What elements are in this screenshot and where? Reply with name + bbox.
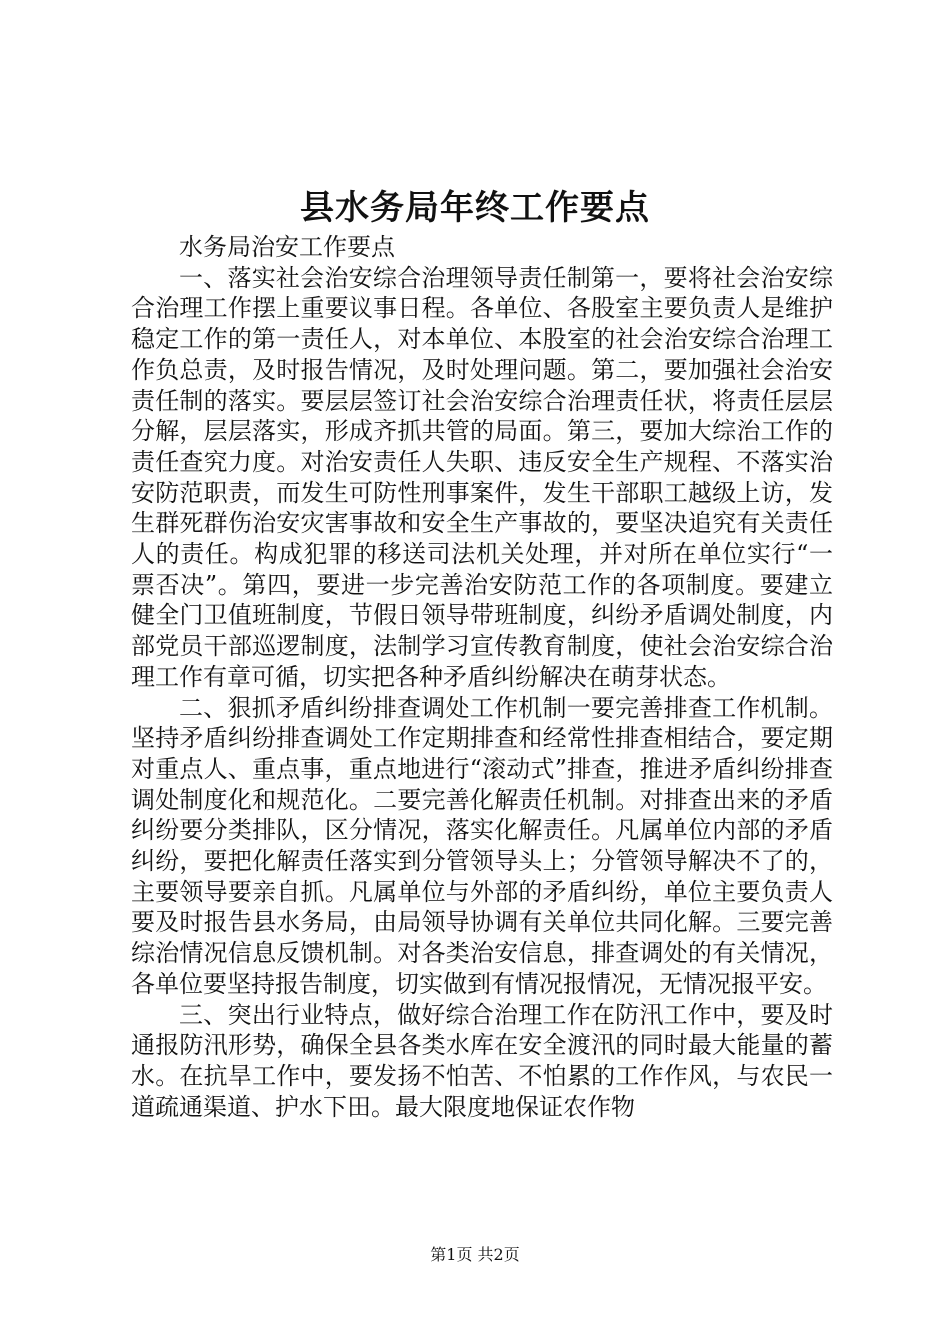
paragraph-section-1: 一、落实社会治安综合治理领导责任制第一，要将社会治安综合治理工作摆上重要议事日程。各单位、各股室主要负责人是维护稳定工作的第一责任人，对本单位、本股室的社会治安综合治理工作负总责，及时报告情况，及时处理问题。第二，要加强社会治安责任制的落实。要层层签订社会治安综合治理责任状，将责任层层分解，层层落实，形成齐抓共管的局面。第三，要加大综治工作的责任查究力度。对治安责任人失职、违反安全生产规程、不落实治安防范职责，而发生可防性刑事案件，发生干部职工越级上访，发生群死群伤治安灾害事故和安全生产事故的，要坚决追究有关责任人的责任。构成犯罪的移送司法机关处理，并对所在单位实行“一票否决”。第四，要进一步完善治安防范工作的各项制度。要建立健全门卫值班制度，节假日领导带班制度，纠纷矛盾调处制度，内部党员干部巡逻制度，法制学习宣传教育制度，使社会治安综合治理工作有章可循，切实把各种矛盾纠纷解决在萌芽状态。 (131, 263, 833, 691)
document-body (131, 232, 833, 1122)
paragraph-section-3: 三、突出行业特点，做好综合治理工作在防汛工作中，要及时通报防汛形势，确保全县各类水库在安全渡汛的同时最大能量的蓄水。在抗旱工作中，要发扬不怕苦、不怕累的工作作风，与农民一道疏通渠道、护水下田。最大限度地保证农作物 (131, 1000, 833, 1121)
paragraph-section-2: 二、狠抓矛盾纠纷排查调处工作机制一要完善排查工作机制。坚持矛盾纠纷排查调处工作定期排查和经常性排查相结合，要定期对重点人、重点事，重点地进行“滚动式”排查，推进矛盾纠纷排查调处制度化和规范化。二要完善化解责任机制。对排查出来的矛盾纠纷要分类排队，区分情况，落实化解责任。凡属单位内部的矛盾纠纷，要把化解责任落实到分管领导头上；分管领导解决不了的，主要领导要亲自抓。凡属单位与外部的矛盾纠纷，单位主要负责人要及时报告县水务局，由局领导协调有关单位共同化解。三要完善综治情况信息反馈机制。对各类治安信息，排查调处的有关情况，各单位要坚持报告制度，切实做到有情况报情况，无情况报平安。 (131, 693, 833, 998)
page-number-footer: 第1页 共2页 (430, 1245, 520, 1264)
paragraph-subtitle: 水务局治安工作要点 (179, 233, 395, 261)
document-title: 县水务局年终工作要点 (300, 188, 650, 228)
